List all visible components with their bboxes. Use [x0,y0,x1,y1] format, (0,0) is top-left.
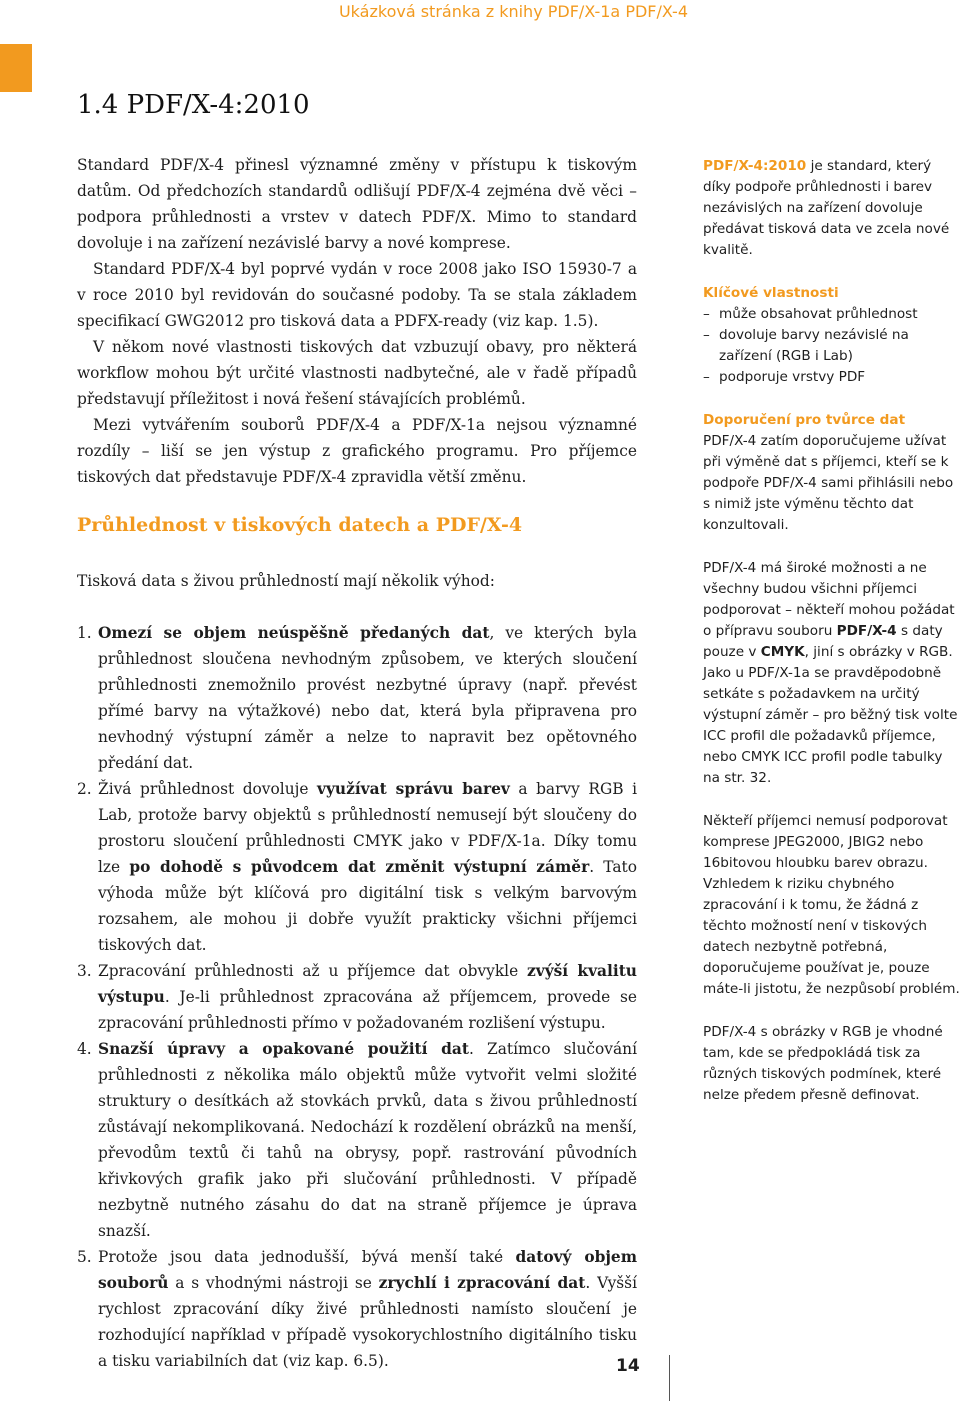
sidebar-note-text: PDF/X-4 má široké možnosti a ne všechny budou všichni příjemci podporovat – někteří mohou požádat o přípravu souboru [703,560,955,639]
list-item [77,776,637,958]
chapter-color-marker [0,44,32,92]
list-item [77,620,637,776]
sidebar-note: PDF/X-4 s obrázky v RGB je vhodné tam, kde se předpokládá tisk za různých tiskových podmínek, které nelze předem přesně definovat. [703,1024,943,1103]
list-item [77,958,637,1036]
running-header: Ukázková stránka z knihy PDF/X-1a PDF/X-4 [338,2,688,21]
item-text: Protože jsou data jednodušší, bývá menší také [98,1248,516,1266]
section-heading: Průhlednost v tiskových datech a PDF/X-4 [77,514,523,536]
emphasis: Snazší úpravy a opakované použití dat [98,1040,469,1058]
item-text: , ve kterých byla průhlednost sloučena nevhodným způsobem, ve kterých sloučení průhlednosti znemožnilo provést nezbytné úpravy (např. převést přímé barvy na výtažkové) nebo dat, která byla připravena pro nevhodný výstupní záměr a nelze to napravit bez opětovného předání dat. [98,624,637,772]
sidebar-note [703,558,960,789]
item-text: . Vyšší rychlost zpracování díky živé průhlednosti namísto sloučení je rozhodující například v případě vysokorychlostního digitálního tisku a tisku variabilních dat (viz kap. 6.5). [98,1274,637,1370]
advantages-list [77,620,637,1374]
list-number: 1. [77,624,92,642]
item-text: Zpracování průhlednosti až u příjemce dat obvykle [98,962,528,980]
key-feature-item: – podporuje vrstvy PDF [703,367,960,388]
item-text: a s vhodnými nástroji se [168,1274,379,1292]
emphasis: zvýší kvalitu výstupu [98,962,637,1006]
item-text: . Zatímco slučování průhlednosti z několika málo objektů může vytvořit velmi složité struktury o desítkách až stovkách prvků, data s živou průhledností zůstávají nekomplikovaná. Nedochází k rozdělení obrázků na menší, převodům textů či tahů na obrysy, popř. rastrování původních křivkových grafik jako při slučování průhlednosti. V případě nezbytně nutného zásahu do dat na straně příjemce je úprava snazší. [98,1040,637,1240]
emphasis: zrychlí i zpracování dat [378,1274,586,1292]
sidebar-note-text: s daty pouze v [703,623,943,660]
key-features-list [703,304,960,388]
key-feature-item: – může obsahovat průhlednost [703,304,960,325]
body-paragraph: V někom nové vlastnosti tiskových dat vzbuzují obavy, pro některá workflow mohou být určité vlastnosti nadbytečné, ale v řadě případů představují příležitost i nová řešení stávajících problémů. [77,338,637,408]
sidebar-note-text: je standard, který díky podpoře průhlednosti i barev nezávislých na zařízení dovoluje předávat tisková data ve zcela nové kvalitě. [703,158,950,258]
emphasis: po dohodě s původcem dat změnit výstupní záměr [129,858,590,876]
emphasis: Omezí se objem neúspěšně předaných dat [98,624,490,642]
emphasis: využívat správu barev [317,780,510,798]
emphasis: datový objem souborů [98,1248,637,1292]
recommendation-heading: Doporučení pro tvůrce dat [703,412,906,428]
list-item [77,1244,637,1374]
item-text: . Je-li průhlednost zpracována až příjemcem, provede se zpracování průhlednosti přímo v požadovaném rozlišení výstupu. [98,988,637,1032]
body-paragraph: Standard PDF/X-4 přinesl významné změny v přístupu k tiskovým datům. Od předchozích standardů odlišují PDF/X-4 zejména dvě věci – podpora průhlednosti a vrstev v datech PDF/X. Mimo to standard dovoluje i na zařízení nezávislé barvy a nové komprese. [77,156,637,252]
sidebar-note [703,156,960,261]
item-text: . Tato výhoda může být klíčová pro digitální tisk s velkým barvovým rozsahem, ale mohou ji dobře využít prakticky všichni příjemci tiskových dat. [98,858,637,954]
sidebar-note-heading: PDF/X-4:2010 [703,158,807,174]
list-number: 3. [77,962,92,980]
key-feature-item: – dovoluje barvy nezávislé na zařízení (RGB i Lab) [703,325,960,367]
recommendation-text: PDF/X-4 zatím doporučujeme užívat při výměně dat s příjemci, kteří se k podpoře PDF/X-4 sami přihlásili nebo s nimiž jste výměnu těchto dat konzultovali. [703,433,954,533]
page-number-rule [669,1355,670,1401]
chapter-title: 1.4 PDF/X-4:2010 [77,90,310,120]
body-paragraph: Mezi vytvářením souborů PDF/X-4 a PDF/X-1a nejsou významné rozdíly – liší se jen výstup z grafického programu. Pro příjemce tiskových dat představuje PDF/X-4 zpravidla větší změnu. [77,416,637,486]
item-text: a barvy RGB i Lab, protože barvy objektů s průhledností nemusejí být sloučeny do prostoru sloučení průhlednosti CMYK jako v PDF/X-1a. Díky tomu lze [98,780,637,876]
list-intro: Tisková data s živou průhledností mají několik výhod: [77,572,495,590]
sidebar-notes [703,156,960,1128]
list-number: 4. [77,1040,92,1058]
sidebar-note-text: , jiní s obrázky v RGB. Jako u PDF/X-1a se pravděpodobně setkáte s požadavkem na určitý výstupní záměr – pro běžný tisk volte ICC profil dle požadavků příjemce, nebo CMYK ICC profil podle tabulky na str. 32. [703,644,958,786]
recommendation-note [703,410,960,536]
sidebar-note: Někteří příjemci nemusí podporovat komprese JPEG2000, JBIG2 nebo 16bitovou hloubku barev obrazu. Vzhledem k riziku chybného zpracování i k tomu, že žádná z těchto možností není v tiskových datech nezbytně potřebná, doporučujeme používat je, pouze máte-li jistotu, že nezpůsobí problém. [703,813,960,997]
key-features-heading: Klíčové vlastnosti [703,285,839,301]
list-number: 2. [77,780,92,798]
page-number: 14 [616,1356,640,1376]
emphasis: PDF/X-4 [836,623,897,639]
list-item [77,1036,637,1244]
emphasis: CMYK [760,644,805,660]
body-paragraph: Standard PDF/X-4 byl poprvé vydán v roce 2008 jako ISO 15930-7 a v roce 2010 byl revidován do současné podoby. Ta se stala základem specifikací GWG2012 pro tisková data a PDFX-ready (viz kap. 1.5). [77,260,637,330]
list-number: 5. [77,1248,92,1266]
main-text-column [77,152,637,1374]
item-text: Živá průhlednost dovoluje [98,780,317,798]
